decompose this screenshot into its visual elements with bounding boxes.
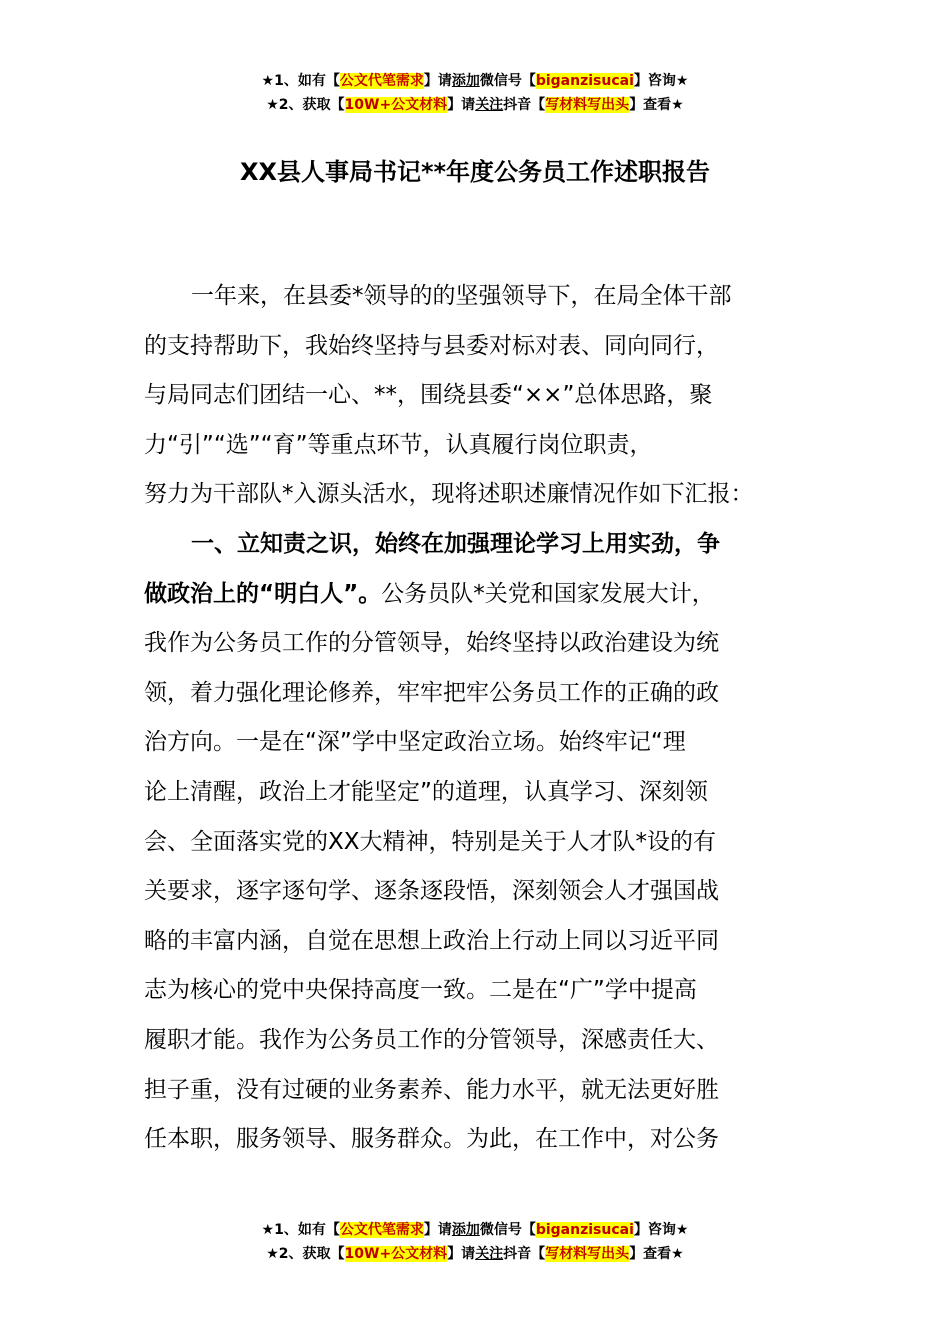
banner-text: ★2、获取【 <box>266 1246 345 1262</box>
bottom-banner <box>0 1218 950 1266</box>
banner-line-2 <box>0 93 950 117</box>
banner-text: 抖音【 <box>503 1246 546 1262</box>
section-heading-line <box>144 520 824 570</box>
add-text: 添加 <box>451 73 480 89</box>
banner-line-1 <box>0 1218 950 1242</box>
paragraph-line: 会、全面落实党的XX大精神，特别是关于人才队*设的有 <box>144 828 717 855</box>
paragraph-line: 担子重，没有过硬的业务素养、能力水平，就无法更好胜 <box>144 1076 719 1103</box>
paragraph-line: 关要求，逐字逐句学、逐条逐段悟，深刻领会人才强国战 <box>144 878 719 905</box>
wechat-id-highlight: biganzisucai <box>535 1222 634 1238</box>
paragraph-line: 略的丰富内涵，自觉在思想上政治上行动上同以习近平同 <box>144 927 719 954</box>
paragraph-line: 我作为公务员工作的分管领导，始终坚持以政治建设为统 <box>144 630 719 657</box>
materials-highlight: 10W+公文材料 <box>344 97 448 113</box>
paragraph-line: 努力为干部队*入源头活水，现将述职述廉情况作如下汇报： <box>144 481 754 508</box>
banner-text: 】请 <box>423 73 452 89</box>
paragraph-line: 一年来，在县委*领导的的坚强领导下，在局全体干部 <box>191 283 732 309</box>
service-highlight: 公文代笔需求 <box>339 1222 424 1238</box>
banner-text: 】请 <box>447 1246 476 1262</box>
banner-text: ★1、如有【 <box>261 73 340 89</box>
add-text: 添加 <box>451 1222 480 1238</box>
banner-line-1 <box>0 69 950 93</box>
document-title: XX县人事局书记**年度公务员工作述职报告 <box>239 158 711 186</box>
document-body <box>144 272 824 1165</box>
section-heading: 做政治上的“明白人”。 <box>144 580 382 607</box>
wechat-id-highlight: biganzisucai <box>535 73 634 89</box>
banner-text: 微信号【 <box>479 1222 536 1238</box>
top-banner <box>0 69 950 117</box>
banner-text: 】查看★ <box>629 1246 684 1262</box>
paragraph-line: 的支持帮助下，我始终坚持与县委对标对表、同向同行， <box>144 332 719 359</box>
banner-text: 】查看★ <box>629 97 684 113</box>
service-highlight: 公文代笔需求 <box>339 73 424 89</box>
paragraph-line: 与局同志们团结一心、**，围绕县委“××”总体思路，聚 <box>144 382 713 409</box>
banner-text: 】请 <box>423 1222 452 1238</box>
paragraph-line: 力“引”“选”“育”等重点环节，认真履行岗位职责， <box>144 431 653 458</box>
follow-text: 关注 <box>475 97 504 113</box>
douyin-id-highlight: 写材料写出头 <box>545 1246 630 1262</box>
section-heading: 一、立知责之识，始终在加强理论学习上用实劲，争 <box>191 530 720 557</box>
paragraph-line: 论上清醒，政治上才能坚定”的道理，认真学习、深刻领 <box>144 778 708 805</box>
paragraph-line: 任本职，服务领导、服务群众。为此，在工作中，对公务 <box>144 1126 719 1153</box>
paragraph-line: 领，着力强化理论修养，牢牢把牢公务员工作的正确的政 <box>144 679 719 706</box>
banner-text: ★2、获取【 <box>266 97 345 113</box>
banner-text: 抖音【 <box>503 97 546 113</box>
banner-text: 】请 <box>447 97 476 113</box>
banner-text: 微信号【 <box>479 73 536 89</box>
paragraph-line: 治方向。一是在“深”学中坚定政治立场。始终牢记“理 <box>144 729 686 756</box>
paragraph-line <box>144 570 824 620</box>
materials-highlight: 10W+公文材料 <box>344 1246 448 1262</box>
paragraph-line: 志为核心的党中央保持高度一致。二是在“广”学中提高 <box>144 977 697 1004</box>
banner-line-2 <box>0 1242 950 1266</box>
banner-text: 】咨询★ <box>633 1222 689 1238</box>
paragraph-text: 公务员队*关党和国家发展大计， <box>381 580 715 607</box>
banner-text: ★1、如有【 <box>261 1222 340 1238</box>
banner-text: 】咨询★ <box>633 73 689 89</box>
douyin-id-highlight: 写材料写出头 <box>545 97 630 113</box>
follow-text: 关注 <box>475 1246 504 1262</box>
paragraph-line: 履职才能。我作为公务员工作的分管领导，深感责任大、 <box>144 1026 719 1053</box>
